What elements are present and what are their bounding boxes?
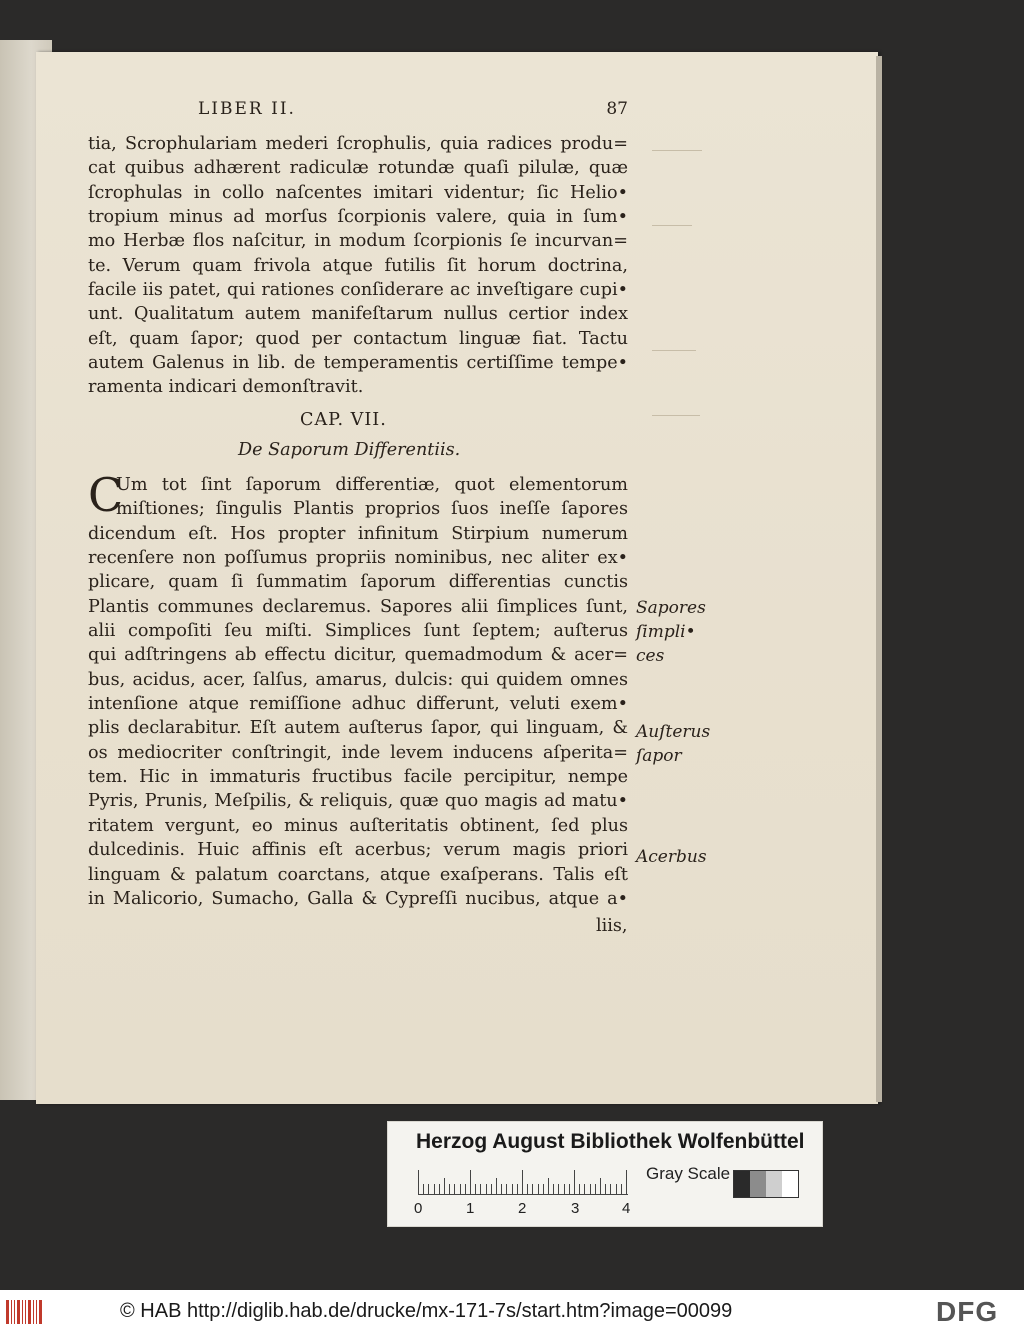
chapter-subheading: De Saporum Differentiis.	[238, 440, 461, 460]
text-line: Um tot ſint ſaporum differentiæ, quot elementorum	[116, 475, 628, 495]
ruler-tick	[517, 1184, 518, 1194]
barcode-bar	[39, 1300, 42, 1324]
barcode-icon	[6, 1300, 46, 1324]
text-line: plis declarabitur. Eſt autem auſterus ſapor, qui linguam, &	[88, 718, 628, 739]
grayscale-label: Gray Scale	[646, 1164, 731, 1183]
ruler-tick	[579, 1184, 580, 1194]
ruler-tick	[465, 1184, 466, 1194]
margin-note-line: ces	[636, 646, 665, 666]
ruler-tick	[564, 1184, 565, 1194]
catchword: liis,	[596, 916, 628, 936]
barcode-bar	[11, 1300, 12, 1324]
gray-swatch	[734, 1171, 750, 1197]
ruler-number: 3	[571, 1200, 580, 1217]
barcode-bar	[14, 1300, 15, 1324]
text-line: eſt, quam ſapor; quod per contactum linguæ fiat. Tactu	[88, 328, 628, 349]
page-number: 87	[606, 99, 628, 119]
ruler-tick	[538, 1184, 539, 1194]
margin-note-line: ſapor	[636, 746, 682, 766]
text-line: te. Verum quam frivola atque futilis ſit horum doctrina,	[88, 255, 628, 276]
ruler-tick	[496, 1178, 497, 1194]
ruler-tick	[605, 1184, 606, 1194]
ruler-tick	[480, 1184, 481, 1194]
running-head-title: LIBER II.	[198, 99, 296, 119]
ruler-tick	[512, 1184, 513, 1194]
ruler-number: 0	[414, 1200, 423, 1217]
barcode-bar	[22, 1300, 23, 1324]
ruler-tick	[418, 1170, 419, 1194]
copyright-url: © HAB http://diglib.hab.de/drucke/mx-171-7s/start.htm?image=00099	[120, 1300, 733, 1322]
ruler-tick	[532, 1184, 533, 1194]
margin-note-austerus	[636, 720, 710, 768]
ruler-tick	[558, 1184, 559, 1194]
ghost-marginalia	[652, 128, 712, 488]
ruler-tick	[470, 1170, 471, 1194]
ruler-tick	[574, 1170, 575, 1194]
text-line: ritatem vergunt, eo minus auſteritatis obtinent, ſed plus	[88, 815, 628, 836]
ruler-tick	[460, 1184, 461, 1194]
text-line: alii compoſiti ſeu miſti. Simplices ſunt ſeptem; auſterus	[88, 621, 628, 642]
text-line: plicare, quam ſi ſummatim ſaporum differentias cunctis	[88, 572, 628, 593]
text-line: miſtiones; ſingulis Plantis proprios ſuos ineſſe ſapores	[116, 499, 628, 520]
barcode-bar	[17, 1300, 20, 1324]
text-line: intenſione atque remiſſione adhuc differunt, veluti exem•	[88, 694, 628, 715]
ruler-tick	[444, 1178, 445, 1194]
ruler-number: 1	[466, 1200, 475, 1217]
ruler-number: 4	[622, 1200, 631, 1217]
ruler-tick	[584, 1184, 585, 1194]
gray-swatch	[782, 1171, 798, 1197]
scale-ruler	[418, 1168, 628, 1195]
barcode-bar	[25, 1300, 26, 1324]
ruler-tick	[454, 1184, 455, 1194]
text-line: dulcedinis. Huic affinis eſt acerbus; verum magis priori	[88, 840, 628, 861]
ruler-tick	[423, 1184, 424, 1194]
ruler-tick	[621, 1184, 622, 1194]
ruler-tick	[501, 1184, 502, 1194]
color-calibration-card	[387, 1121, 823, 1227]
ruler-tick	[439, 1184, 440, 1194]
text-line: linguam & palatum coarctans, atque exaſperans. Talis eſt	[88, 864, 628, 885]
margin-note-line: Auſterus	[636, 722, 711, 742]
margin-note-sapores	[636, 596, 706, 668]
margin-note-acerbus: Acerbus	[636, 847, 707, 867]
text-line: tia, Scrophulariam mederi ſcrophulis, quia radices produ=	[88, 134, 628, 154]
text-line: bus, acidus, acer, ſalſus, amarus, dulcis: qui quidem omnes	[88, 669, 628, 690]
ruler-tick	[428, 1184, 429, 1194]
grayscale-swatches	[733, 1170, 799, 1198]
ruler-tick	[616, 1184, 617, 1194]
ruler-tick	[543, 1184, 544, 1194]
text-line: Pyris, Prunis, Meſpilis, & reliquis, quæ quo magis ad matu•	[88, 791, 628, 812]
ruler-tick	[506, 1184, 507, 1194]
text-line: autem Galenus in lib. de temperamentis certiſſime tempe•	[88, 353, 628, 374]
barcode-bar	[6, 1300, 9, 1324]
ruler-tick	[610, 1184, 611, 1194]
text-line: facile iis patet, qui rationes conſiderare ac inveſtigare cupi•	[88, 280, 628, 301]
ruler-tick	[449, 1184, 450, 1194]
barcode-bar	[28, 1300, 31, 1324]
ruler-number: 2	[518, 1200, 527, 1217]
ruler-tick	[553, 1184, 554, 1194]
ruler-tick	[522, 1170, 523, 1194]
ruler-tick	[491, 1184, 492, 1194]
text-line: cat quibus adhærent radiculæ rotundæ quaſi pilulæ, quæ	[88, 158, 628, 179]
ruler-tick	[590, 1184, 591, 1194]
margin-note-line: Sapores	[636, 598, 706, 618]
library-name: Herzog August Bibliothek Wolfenbüttel	[416, 1130, 805, 1153]
text-line: unt. Qualitatum autem manifeſtarum nullus certior index	[88, 304, 628, 325]
ruler-tick	[548, 1178, 549, 1194]
running-head	[198, 99, 628, 119]
ruler-tick	[569, 1184, 570, 1194]
chapter-heading: CAP. VII.	[300, 410, 387, 430]
ruler-tick	[434, 1184, 435, 1194]
barcode-bar	[36, 1300, 37, 1324]
gray-swatch	[750, 1171, 766, 1197]
ruler-tick	[475, 1184, 476, 1194]
text-line: recenſere non poſſumus propriis nominibus, nec aliter ex•	[88, 548, 628, 569]
gray-swatch	[766, 1171, 782, 1197]
barcode-bar	[33, 1300, 34, 1324]
dfg-logo: DFG	[936, 1296, 999, 1327]
drop-capital: C	[88, 468, 124, 522]
margin-note-line: ſimpli•	[636, 622, 696, 642]
text-block-lower	[88, 473, 628, 911]
text-block-upper	[88, 132, 628, 400]
ruler-tick	[527, 1184, 528, 1194]
text-line: in Malicorio, Sumacho, Galla & Cypreſſi nucibus, atque a•	[88, 888, 628, 909]
text-line: ramenta indicari demonſtravit.	[88, 377, 364, 398]
page-stack-edge	[876, 56, 882, 1102]
ruler-tick	[486, 1184, 487, 1194]
text-line: ſcrophulas in collo naſcentes imitari videntur; ſic Helio•	[88, 182, 628, 203]
text-line: dicendum eſt. Hos propter infinitum Stirpium numerum	[88, 523, 628, 544]
text-line: tem. Hic in immaturis fructibus facile percipitur, nempe	[88, 767, 628, 788]
text-line: os mediocriter conſtringit, inde levem inducens aſperita=	[88, 742, 628, 763]
footer-bar	[0, 1290, 1024, 1334]
ruler-tick	[626, 1170, 627, 1194]
ruler-tick	[600, 1178, 601, 1194]
text-line: tropium minus ad morſus ſcorpionis valere, quia in ſum•	[88, 207, 628, 228]
text-line: mo Herbæ flos naſcitur, in modum ſcorpionis ſe incurvan=	[88, 231, 628, 252]
text-line: Plantis communes declaremus. Sapores alii ſimplices ſunt,	[88, 596, 628, 617]
ruler-tick	[595, 1184, 596, 1194]
text-line: qui adſtringens ab effectu dicitur, quemadmodum & acer=	[88, 645, 628, 666]
